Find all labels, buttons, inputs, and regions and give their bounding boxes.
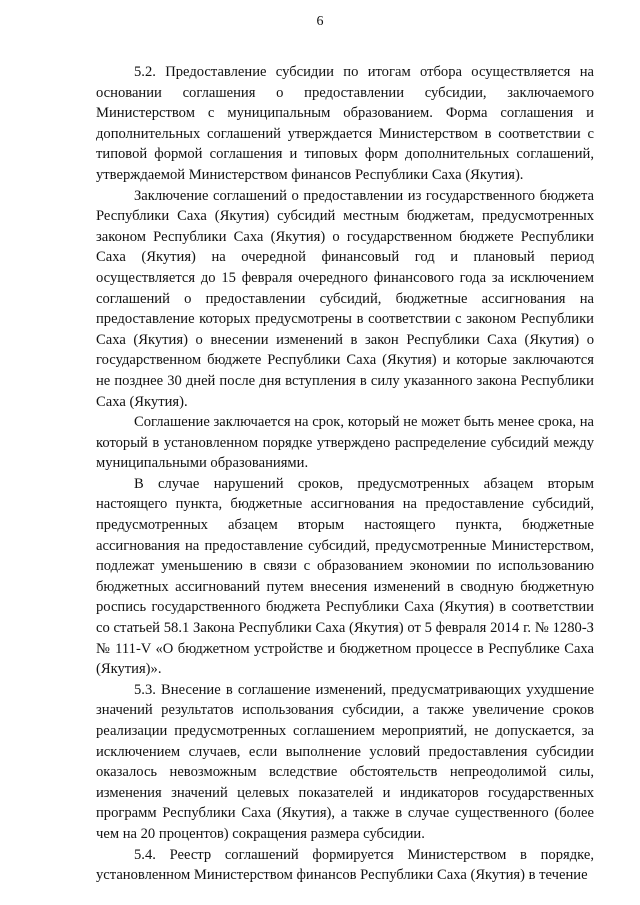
- document-body: [96, 62, 594, 886]
- paragraph-5-4: 5.4. Реестр соглашений формируется Министерством в порядке, установленном Министерством финансов Республики Саха (Якутия) в течение: [96, 846, 594, 884]
- paragraph-agreement-term: Соглашение заключается на срок, который не может быть менее срока, на который в установленном порядке утверждено распределение субсидий между муниципальными образованиями.: [96, 414, 594, 472]
- paragraph-deadline-violation: В случае нарушений сроков, предусмотренных абзацем вторым настоящего пункта, бюджетные ассигнования на предоставление субсидий, предусмотренных абзацем вторым настоящего пункта, бюджетные ассигнования на предоставление субсидий, предусмотренные Министерством, подлежат уменьшению в связи с образованием экономии по использованию бюджетных ассигнований путем внесения изменений в сводную бюджетную роспись государственного бюджета Республики Саха (Якутия) в соответствии со статьей 58.1 Закона Республики Саха (Якутия) от 5 февраля 2014 г. № 1280-З № 111-V «О бюджетном устройстве и бюджетном процессе в Республике Саха (Якутия)».: [96, 475, 594, 678]
- page-number: 6: [316, 14, 324, 29]
- paragraph-agreements-conclusion: Заключение соглашений о предоставлении из государственного бюджета Республики Саха (Якутия) субсидий местным бюджетам, предусмотренных законом Республики Саха (Якутия) о государственном бюджете Республики Саха (Якутия) на очередной финансовый год и плановый период осуществляется до 15 февраля очередного финансового года за исключением соглашений о предоставлении субсидий, бюджетные ассигнования на предоставление которых предусмотрены в соответствии с законом Республики Саха (Якутия) о внесении изменений в закон Республики Саха (Якутия) о государственном бюджете Республики Саха (Якутия) и которые заключаются не позднее 30 дней после дня вступления в силу указанного закона Республики Саха (Якутия).: [96, 187, 594, 410]
- paragraph-5-2: 5.2. Предоставление субсидии по итогам отбора осуществляется на основании соглашения о предоставлении субсидии, заключаемого Министерством с муниципальным образованием. Форма соглашения и дополнительных соглашений утверждается Министерством в соответствии с типовой формой соглашения и типовых форм дополнительных соглашений, утверждаемой Министерством финансов Республики Саха (Якутия).: [96, 64, 594, 183]
- paragraph-5-3: 5.3. Внесение в соглашение изменений, предусматривающих ухудшение значений результатов использования субсидии, а также увеличение сроков реализации предусмотренных соглашением мероприятий, не допускается, за исключением случаев, если выполнение условий предоставления субсидии оказалось невозможным вследствие обстоятельств непреодолимой силы, изменения значений целевых показателей и индикаторов государственных программ Республики Саха (Якутия), а также в случае существенного (более чем на 20 процентов) сокращения размера субсидии.: [96, 681, 594, 842]
